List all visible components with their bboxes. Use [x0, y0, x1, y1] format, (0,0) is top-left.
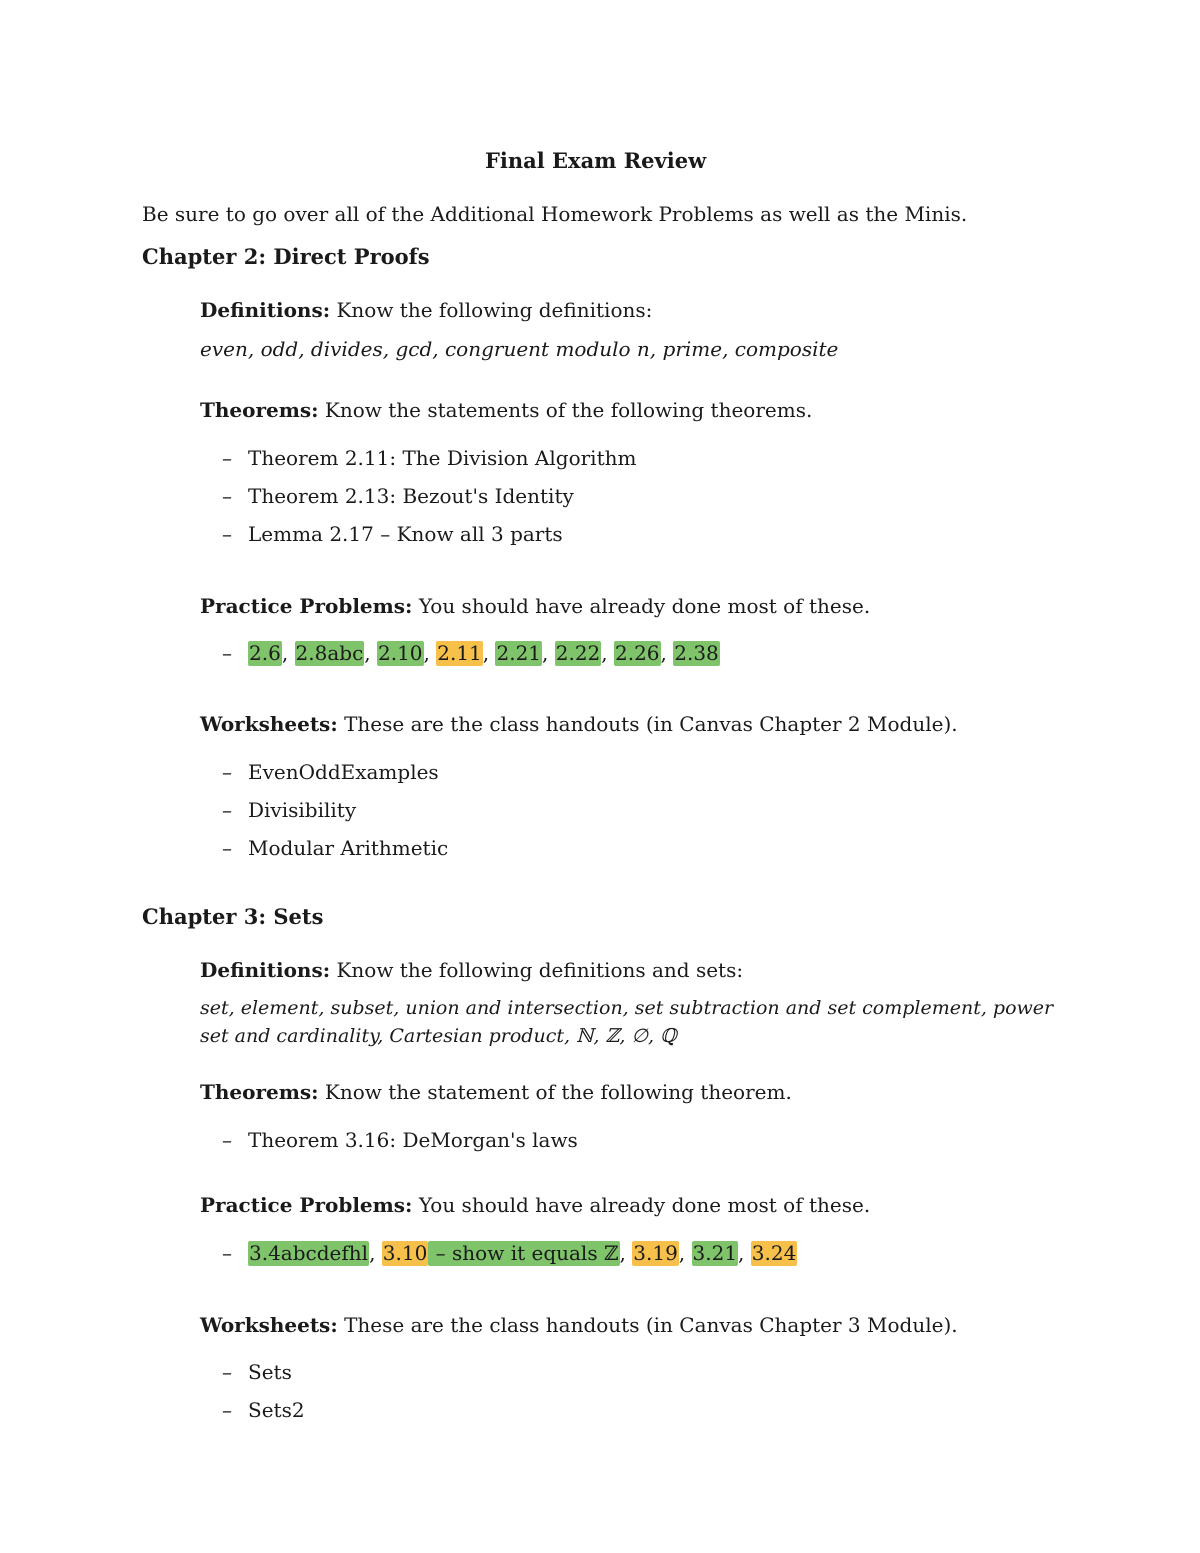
ch2-problem-list: [222, 643, 720, 663]
ch2-practice-text: You should have already done most of these.: [418, 594, 871, 618]
problem-number: 2.26: [614, 641, 660, 665]
dash-bullet: –: [222, 484, 232, 508]
ch3-theorems-text: Know the statement of the following theorem.: [324, 1080, 792, 1104]
ch2-theorems-text: Know the statements of the following theorems.: [324, 398, 813, 422]
ch2-worksheets-line: [200, 714, 958, 734]
problem-number: 2.6: [249, 641, 281, 665]
problem-number: 3.4abcdefhl: [249, 1241, 369, 1265]
dash-bullet: –: [222, 798, 232, 822]
ch2-definitions-label: Definitions:: [200, 298, 331, 322]
ch2-practice-line: [200, 596, 870, 616]
ch3-definitions-label: Definitions:: [200, 958, 331, 982]
intro-text: Be sure to go over all of the Additional Homework Problems as well as the Minis.: [142, 202, 968, 226]
ch3-theorems-line: [200, 1082, 792, 1102]
separator: ,: [601, 641, 614, 665]
theorem-item: Theorem 2.13: Bezout's Identity: [248, 484, 574, 508]
problem-note: – show it equals ℤ: [429, 1241, 619, 1265]
page-title: Final Exam Review: [485, 148, 707, 173]
dash-bullet: –: [222, 1128, 232, 1152]
ch2-worksheets-label: Worksheets:: [200, 712, 338, 736]
list-item: [222, 1130, 578, 1150]
ch3-worksheets-label: Worksheets:: [200, 1313, 338, 1337]
list-item: [222, 800, 356, 820]
list-item: [222, 1400, 305, 1420]
ch3-practice-label: Practice Problems:: [200, 1193, 413, 1217]
problem-number: 2.22: [555, 641, 601, 665]
theorem-item: Lemma 2.17 – Know all 3 parts: [248, 522, 563, 546]
ch2-worksheets-text: These are the class handouts (in Canvas Chapter 2 Module).: [344, 712, 958, 736]
ch3-practice-line: [200, 1195, 870, 1215]
ch2-definitions-text: Know the following definitions:: [336, 298, 653, 322]
problem-number: 2.38: [674, 641, 719, 665]
list-item: [222, 486, 574, 506]
dash-bullet: –: [222, 1398, 232, 1422]
dash-bullet: –: [222, 641, 232, 665]
separator: ,: [364, 641, 377, 665]
list-item: [222, 762, 439, 782]
problem-number: 2.21: [496, 641, 542, 665]
problem-number: 2.11: [437, 641, 482, 665]
theorem-item: Theorem 3.16: DeMorgan's laws: [248, 1128, 578, 1152]
worksheet-item: Modular Arithmetic: [248, 836, 449, 860]
dash-bullet: –: [222, 836, 232, 860]
ch2-definitions-line: [200, 300, 652, 320]
worksheet-item: Sets2: [248, 1398, 305, 1422]
separator: ,: [542, 641, 555, 665]
ch3-definition-terms-line2: set and cardinality, Cartesian product, ℕ, ℤ, ∅, ℚ: [200, 1025, 677, 1047]
dash-bullet: –: [222, 1241, 232, 1265]
list-item: [222, 838, 448, 858]
problem-numbers: [248, 641, 720, 666]
ch3-theorems-label: Theorems:: [200, 1080, 319, 1104]
dash-bullet: –: [222, 446, 232, 470]
separator: ,: [619, 1241, 633, 1265]
separator: ,: [423, 641, 437, 665]
problem-number: 2.10: [377, 641, 423, 665]
dash-bullet: –: [222, 1360, 232, 1384]
list-item: [222, 1362, 292, 1382]
chapter-3-heading: Chapter 3: Sets: [142, 904, 324, 929]
ch2-practice-label: Practice Problems:: [200, 594, 413, 618]
separator: ,: [738, 1241, 751, 1265]
ch3-definition-terms-line1: set, element, subset, union and intersection, set subtraction and set complement, power: [200, 997, 1054, 1019]
problem-number: 3.21: [692, 1241, 738, 1265]
problem-number: 3.10: [382, 1241, 428, 1265]
separator: ,: [369, 1241, 382, 1265]
list-item: [222, 524, 563, 544]
ch2-theorems-label: Theorems:: [200, 398, 319, 422]
ch3-definitions-line: [200, 960, 743, 980]
theorem-item: Theorem 2.11: The Division Algorithm: [248, 446, 637, 470]
dash-bullet: –: [222, 760, 232, 784]
list-item: [222, 448, 636, 468]
ch2-theorems-line: [200, 400, 812, 420]
problem-number: 2.8abc: [295, 641, 364, 665]
separator: ,: [482, 641, 496, 665]
ch3-definitions-text: Know the following definitions and sets:: [336, 958, 744, 982]
ch3-worksheets-text: These are the class handouts (in Canvas Chapter 3 Module).: [344, 1313, 958, 1337]
worksheet-item: Divisibility: [248, 798, 357, 822]
dash-bullet: –: [222, 522, 232, 546]
chapter-2-heading: Chapter 2: Direct Proofs: [142, 244, 430, 269]
separator: ,: [660, 641, 674, 665]
ch3-problem-list: [222, 1243, 797, 1263]
separator: ,: [281, 641, 295, 665]
worksheet-item: EvenOddExamples: [248, 760, 439, 784]
worksheet-item: Sets: [248, 1360, 292, 1384]
separator: ,: [678, 1241, 692, 1265]
ch3-practice-text: You should have already done most of these.: [418, 1193, 871, 1217]
problem-number: 3.19: [633, 1241, 678, 1265]
ch2-definition-terms: even, odd, divides, gcd, congruent modulo n, prime, composite: [200, 337, 839, 361]
problem-number: 3.24: [751, 1241, 797, 1265]
ch3-worksheets-line: [200, 1315, 958, 1335]
